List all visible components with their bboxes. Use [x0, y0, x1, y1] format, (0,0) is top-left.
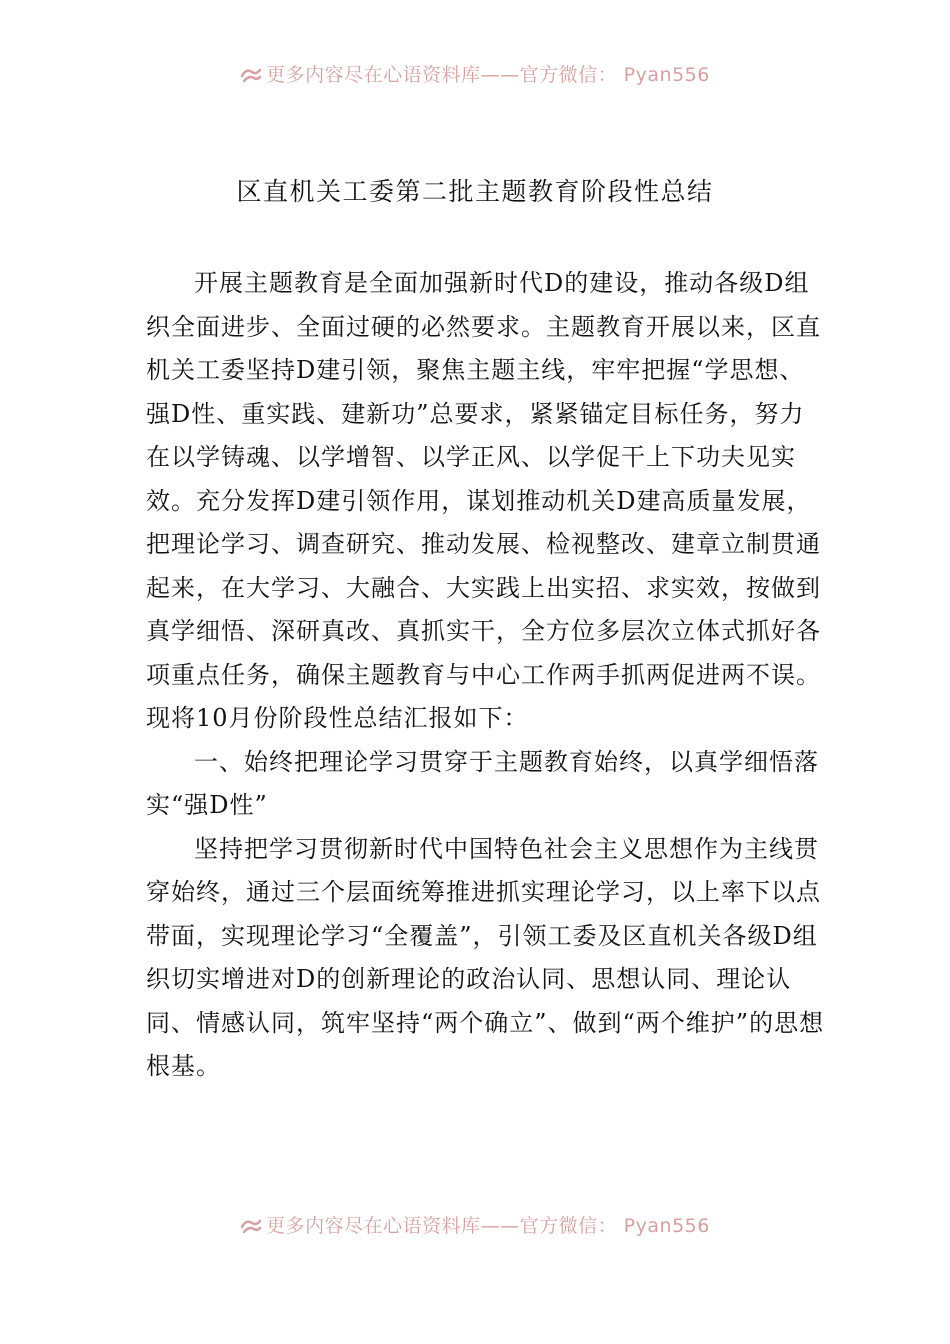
- watermark-text: 更多内容尽在心语资料库——官方微信： Pyan556: [266, 1215, 710, 1237]
- logo-icon: [240, 1217, 262, 1235]
- paragraph: 坚持把学习贯彻新时代中国特色社会主义思想作为主线贯穿始终，通过三个层面统筹推进抓实理论学习，以上率下以点带面，实现理论学习“全覆盖”，引领工委及区直机关各级D组织切实增进对D的创新理论的政治认同、思想认同、理论认同、情感认同，筑牢坚持“两个确立”、做到“两个维护”的思想根基。: [146, 834, 825, 1080]
- section-heading: 一、始终把理论学习贯穿于主题教育始终，以真学细悟落实“强D性”: [146, 747, 819, 819]
- watermark-text: 更多内容尽在心语资料库——官方微信： Pyan556: [266, 64, 710, 86]
- watermark-footer: [0, 1211, 950, 1238]
- logo-icon: [240, 66, 262, 84]
- watermark-header: [0, 60, 950, 87]
- document-body: [146, 262, 826, 1089]
- document-title: 区直机关工委第二批主题教育阶段性总结: [236, 177, 714, 206]
- paragraph: 开展主题教育是全面加强新时代D的建设，推动各级D组织全面进步、全面过硬的必然要求。主题教育开展以来，区直机关工委坚持D建引领，聚焦主题主线，牢牢把握“学思想、强D性、重实践、建新功”总要求，紧紧锚定目标任务，努力在以学铸魂、以学增智、以学正风、以学促干上下功夫见实效。充分发挥D建引领作用，谋划推动机关D建高质量发展，把理论学习、调查研究、推动发展、检视整改、建章立制贯通起来，在大学习、大融合、大实践上出实招、求实效，按做到真学细悟、深研真改、真抓实干，全方位多层次立体式抓好各项重点任务，确保主题教育与中心工作两手抓两促进两不误。现将10月份阶段性总结汇报如下：: [146, 269, 821, 732]
